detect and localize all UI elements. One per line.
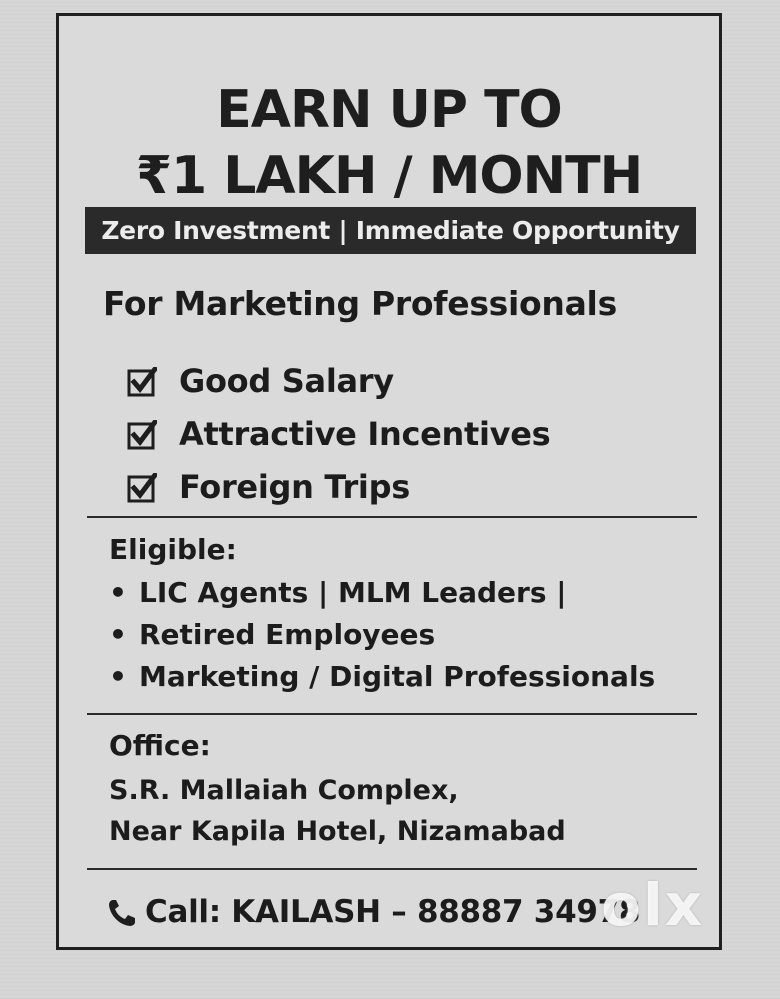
eligible-item-label: Retired Employees [139, 618, 436, 651]
eligible-item: • Retired Employees [109, 618, 436, 651]
checked-box-icon [127, 473, 157, 503]
eligible-title: Eligible: [109, 533, 237, 566]
eligible-item-label: Marketing / Digital Professionals [139, 660, 656, 693]
checked-box-icon [127, 367, 157, 397]
phone-icon [107, 898, 137, 928]
benefit-label: Attractive Incentives [179, 415, 551, 453]
office-address-line-1: S.R. Mallaiah Complex, [109, 775, 459, 806]
office-address-line-2: Near Kapila Hotel, Nizamabad [109, 816, 566, 847]
headline-line-2: ₹1 LAKH / MONTH [135, 146, 643, 206]
office-title: Office: [109, 729, 211, 762]
eligible-item: • Marketing / Digital Professionals [109, 660, 656, 693]
divider [87, 516, 697, 518]
headline-line-1: EARN UP TO [216, 80, 562, 140]
eligible-item: • LIC Agents | MLM Leaders | [109, 576, 567, 609]
watermark-logo: olx [601, 871, 705, 939]
target-audience: For Marketing Professionals [103, 284, 617, 323]
investment-banner: Zero Investment | Immediate Opportunity [85, 207, 696, 254]
classified-ad [56, 13, 722, 950]
benefit-label: Good Salary [179, 362, 394, 400]
benefit-label: Foreign Trips [179, 468, 410, 506]
eligible-item-label: LIC Agents | MLM Leaders | [139, 576, 567, 609]
call-text: Call: KAILASH – 88887 34978 [145, 894, 641, 930]
divider [87, 713, 697, 715]
checked-box-icon [127, 420, 157, 450]
